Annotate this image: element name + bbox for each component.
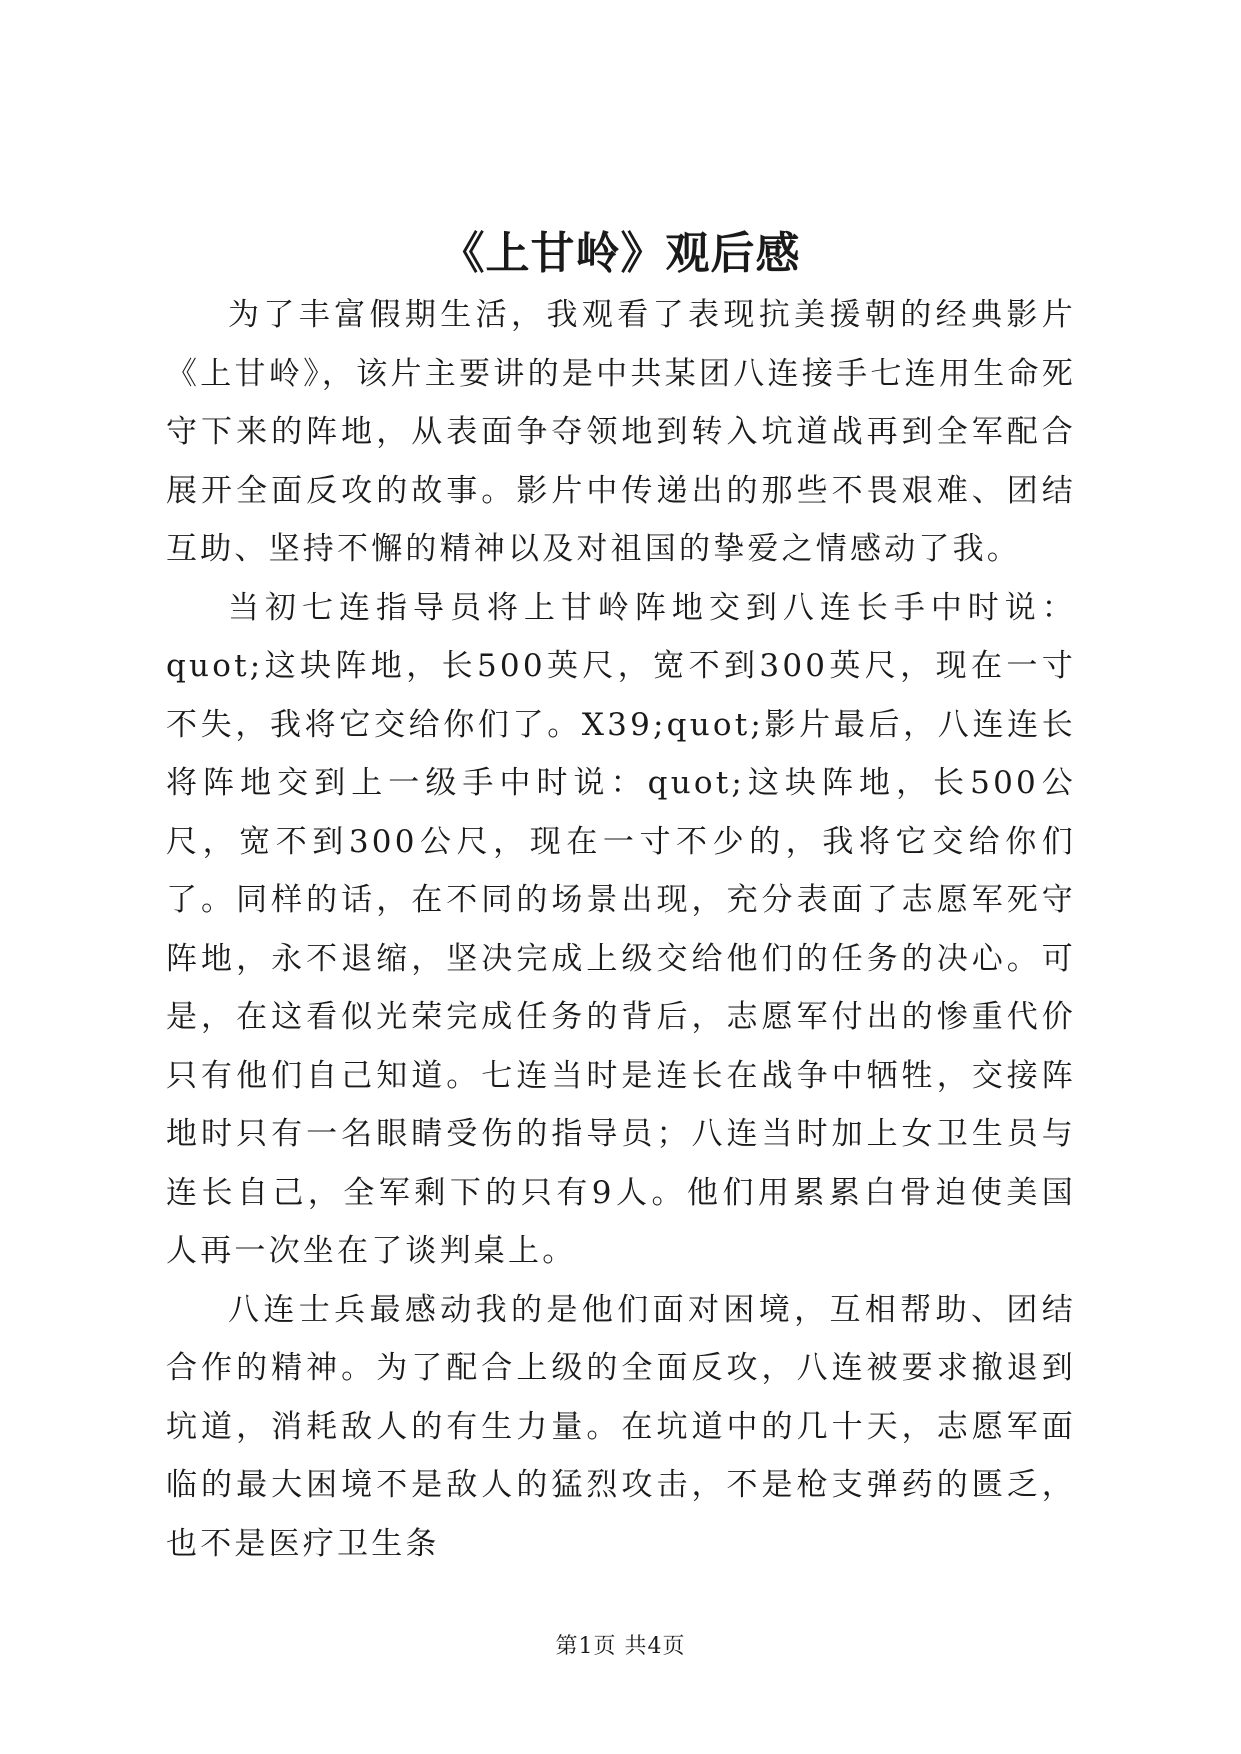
page-footer: 第1页 共4页 <box>555 1634 686 1659</box>
document-body <box>166 286 1076 1573</box>
paragraph-2: 当初七连指导员将上甘岭阵地交到八连长手中时说：quot;这块阵地，长500英尺，宽不到300英尺，现在一寸不失，我将它交给你们了。X39;quot;影片最后，八连连长将阵地交到上一级手中时说：quot;这块阵地，长500公尺，宽不到300公尺，现在一寸不少的，我将它交给你们了。同样的话，在不同的场景出现，充分表面了志愿军死守阵地，永不退缩，坚决完成上级交给他们的任务的决心。可是，在这看似光荣完成任务的背后，志愿军付出的惨重代价只有他们自己知道。七连当时是连长在战争中牺牲，交接阵地时只有一名眼睛受伤的指导员；八连当时加上女卫生员与连长自己，全军剩下的只有9人。他们用累累白骨迫使美国人再一次坐在了谈判桌上。 <box>166 589 1076 1269</box>
paragraph-3: 八连士兵最感动我的是他们面对困境，互相帮助、团结合作的精神。为了配合上级的全面反攻，八连被要求撤退到坑道，消耗敌人的有生力量。在坑道中的几十天，志愿军面临的最大困境不是敌人的猛烈攻击，不是枪支弹药的匮乏，也不是医疗卫生条 <box>166 1291 1076 1562</box>
document-title: 《上甘岭》观后感 <box>440 228 801 279</box>
paragraph-1: 为了丰富假期生活，我观看了表现抗美援朝的经典影片《上甘岭》，该片主要讲的是中共某团八连接手七连用生命死守下来的阵地，从表面争夺领地到转入坑道战再到全军配合展开全面反攻的故事。影片中传递出的那些不畏艰难、团结互助、坚持不懈的精神以及对祖国的挚爱之情感动了我。 <box>166 297 1076 567</box>
